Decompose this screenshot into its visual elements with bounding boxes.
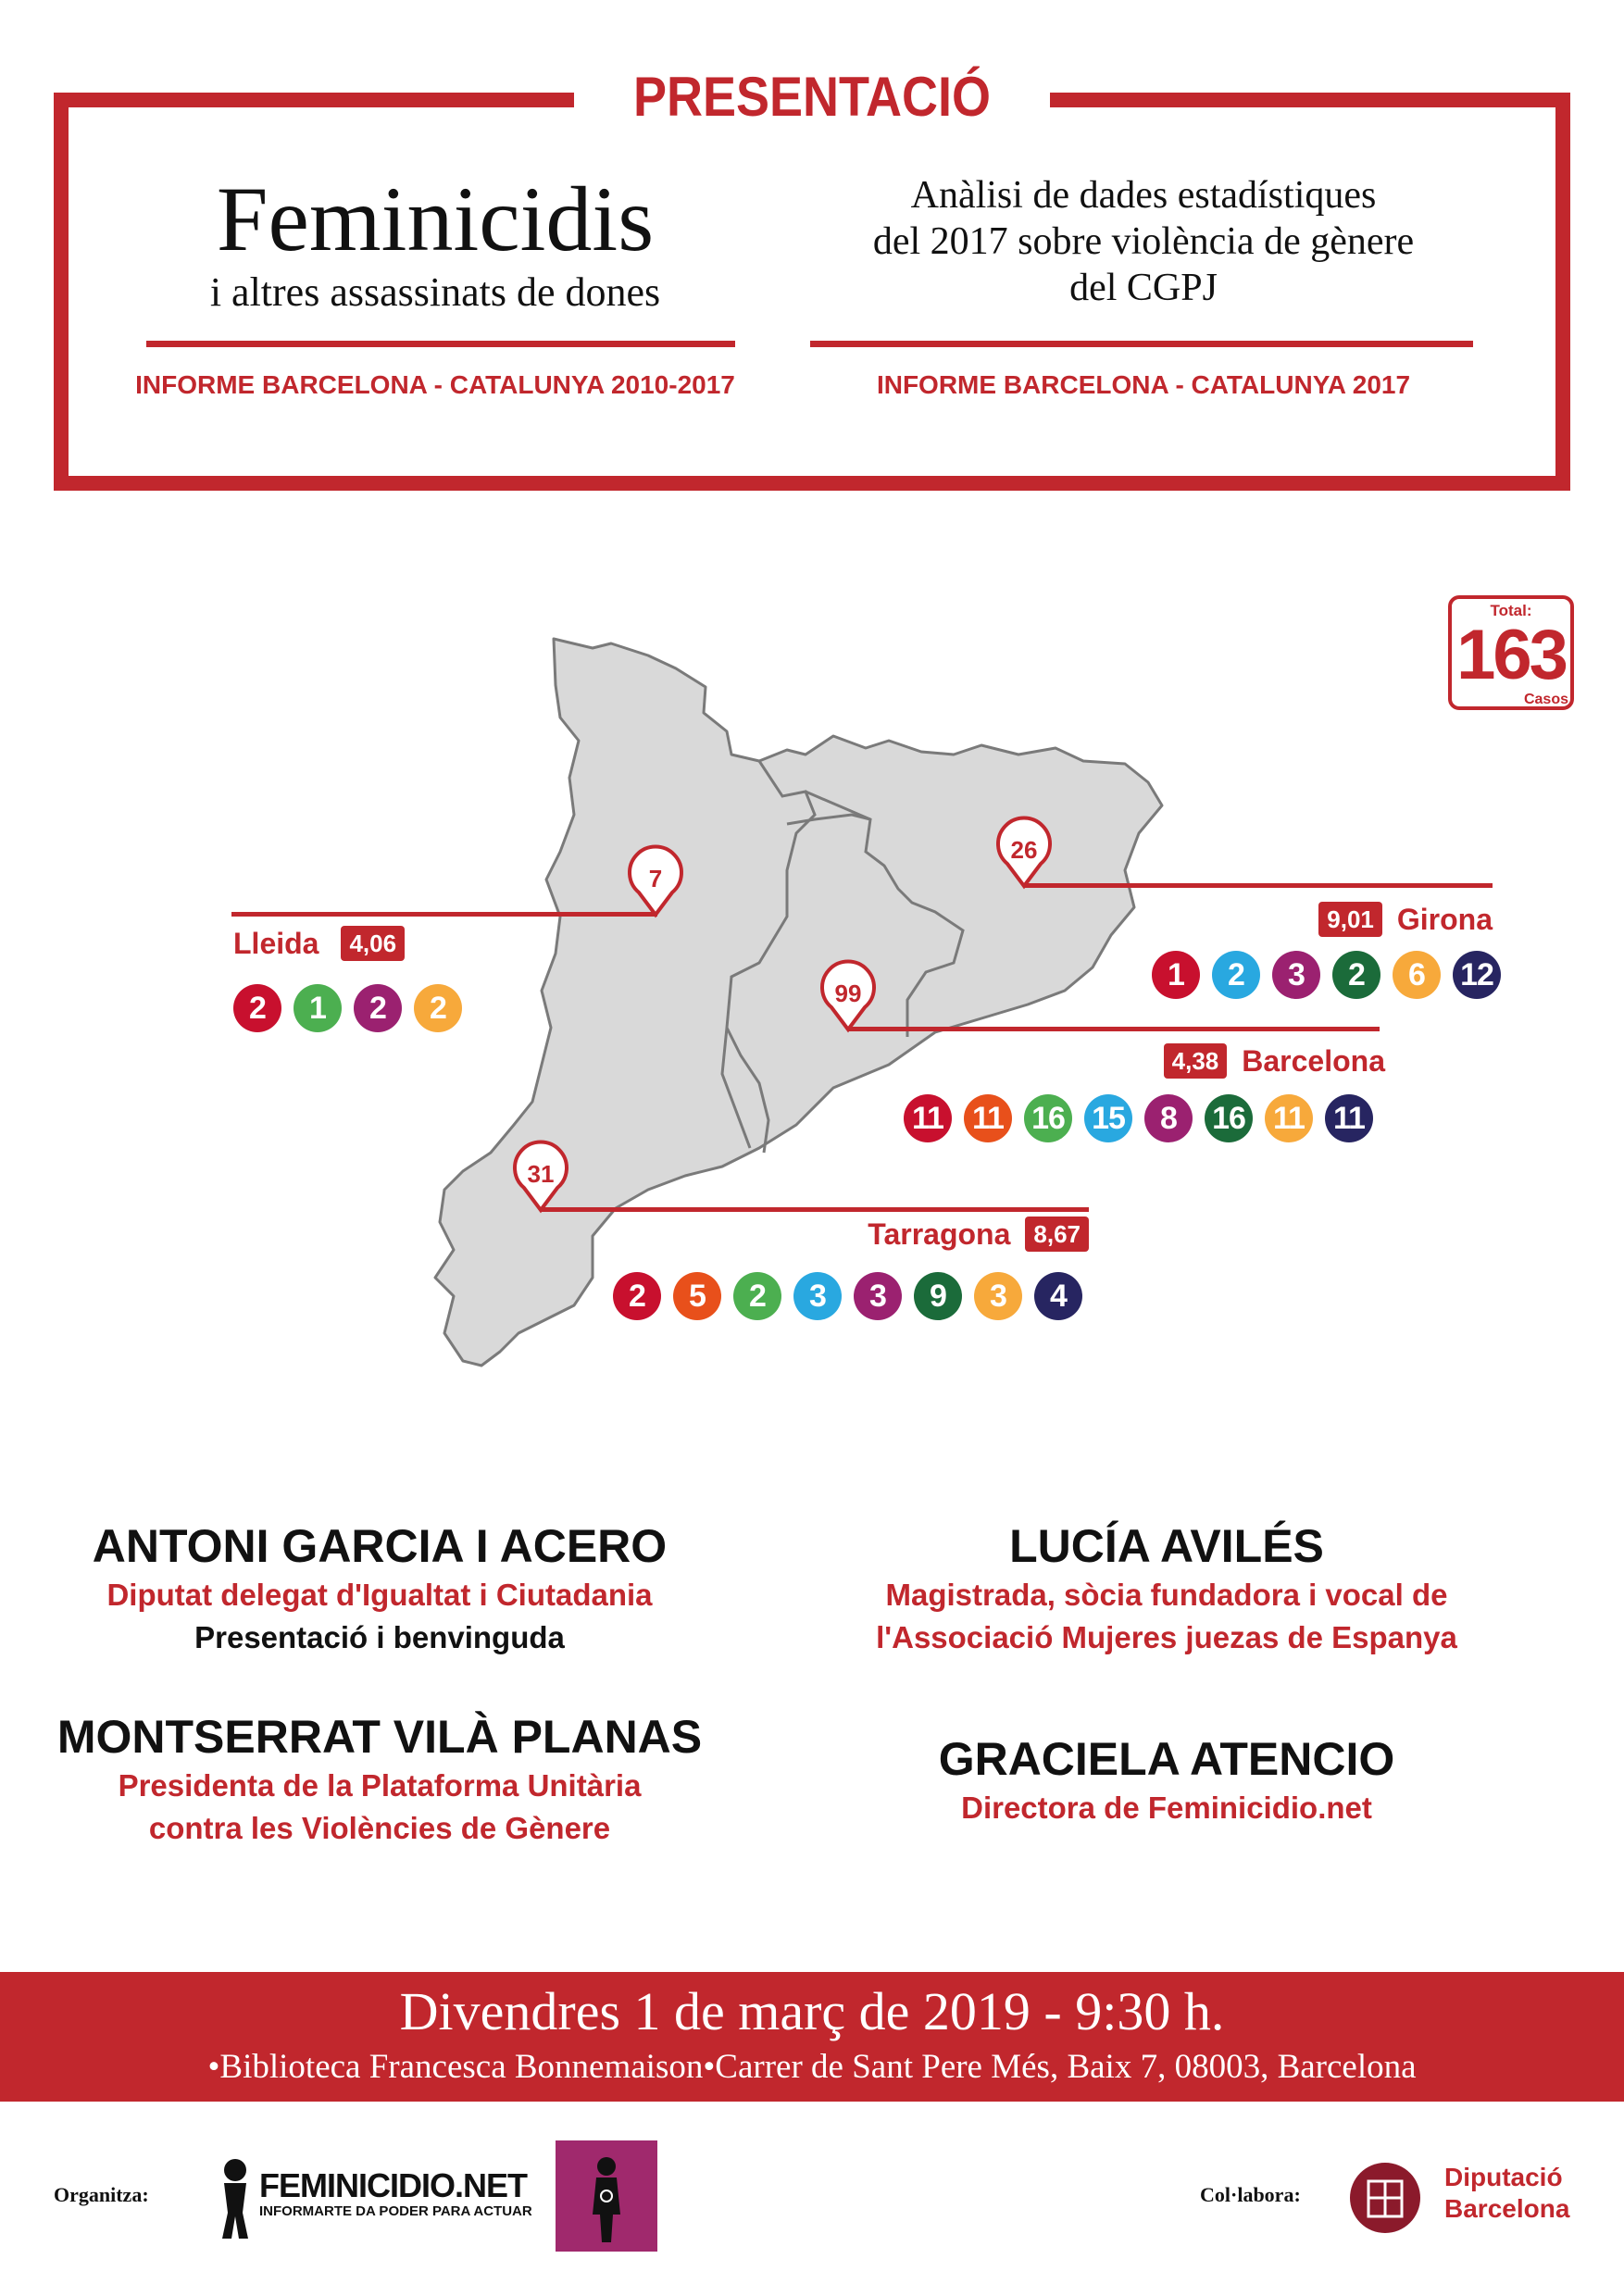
speaker-role: l'Associació Mujeres juezas de Espanya bbox=[876, 1620, 1457, 1654]
pin-tarragona-count: 31 bbox=[527, 1160, 555, 1188]
speaker-name: LUCÍA AVILÉS bbox=[1009, 1520, 1324, 1572]
lleida-header bbox=[233, 926, 405, 961]
analysis-line: del 2017 sobre violència de gènere bbox=[872, 220, 1415, 263]
header-label: PRESENTACIÓ bbox=[632, 66, 992, 128]
girona-rate: 9,01 bbox=[1318, 902, 1382, 937]
girona-cases bbox=[1152, 951, 1501, 999]
barcelona-case-circle: 16 bbox=[1205, 1094, 1253, 1142]
diputacio-shield-icon bbox=[1348, 2161, 1422, 2235]
speaker-note: Presentació i benvinguda bbox=[194, 1620, 565, 1654]
tarragona-case-circle: 3 bbox=[854, 1272, 902, 1320]
tarragona-case-circle: 3 bbox=[793, 1272, 842, 1320]
tarragona-case-circle: 2 bbox=[613, 1272, 661, 1320]
lleida-case-circle: 2 bbox=[233, 984, 281, 1032]
leader-line-girona bbox=[1024, 883, 1493, 888]
girona-case-circle: 2 bbox=[1212, 951, 1260, 999]
tarragona-case-circle: 4 bbox=[1034, 1272, 1082, 1320]
speaker-role: Presidenta de la Plataforma Unitària bbox=[118, 1768, 642, 1803]
leader-line-tarragona bbox=[541, 1207, 1089, 1212]
girona-case-circle: 2 bbox=[1332, 951, 1380, 999]
barcelona-case-circle: 15 bbox=[1084, 1094, 1132, 1142]
barcelona-name: Barcelona bbox=[1242, 1043, 1385, 1078]
girona-case-circle: 6 bbox=[1393, 951, 1441, 999]
barcelona-case-circle: 16 bbox=[1024, 1094, 1072, 1142]
total-label: Total: bbox=[1490, 602, 1532, 619]
barcelona-cases bbox=[904, 1094, 1373, 1142]
speaker-vila bbox=[46, 1709, 713, 1850]
speaker-role: Magistrada, sòcia fundadora i vocal de bbox=[885, 1578, 1448, 1612]
analysis-line: del CGPJ bbox=[1069, 267, 1218, 309]
barcelona-rate: 4,38 bbox=[1164, 1043, 1228, 1079]
book-title: Feminicidis bbox=[216, 168, 655, 270]
barcelona-header bbox=[1111, 1043, 1385, 1079]
collaborator-logo-line: Barcelona bbox=[1444, 2194, 1570, 2223]
pin-girona-count: 26 bbox=[1010, 836, 1038, 864]
girona-case-circle: 1 bbox=[1152, 951, 1200, 999]
lleida-case-circle: 1 bbox=[294, 984, 342, 1032]
girona-header bbox=[1204, 902, 1493, 937]
barcelona-case-circle: 8 bbox=[1144, 1094, 1193, 1142]
speaker-name: MONTSERRAT VILÀ PLANAS bbox=[56, 1711, 703, 1763]
lleida-case-circle: 2 bbox=[414, 984, 462, 1032]
organizer-tagline: INFORMARTE DA PODER PARA ACTUAR bbox=[259, 2203, 532, 2219]
leader-line-barcelona bbox=[848, 1027, 1380, 1031]
book-subtitle: i altres assassinats de dones bbox=[209, 269, 661, 315]
girona-case-circle: 3 bbox=[1272, 951, 1320, 999]
tarragona-name: Tarragona bbox=[868, 1217, 1011, 1251]
speaker-atencio bbox=[833, 1731, 1500, 1829]
speaker-aviles bbox=[833, 1518, 1500, 1659]
organizer-label: Organitza: bbox=[54, 2183, 149, 2206]
report-right: INFORME BARCELONA - CATALUNYA 2017 bbox=[876, 370, 1411, 399]
collaborator-label: Col·labora: bbox=[1200, 2183, 1301, 2206]
barcelona-case-circle: 11 bbox=[904, 1094, 952, 1142]
girona-name: Girona bbox=[1396, 902, 1493, 936]
total-value: 163 bbox=[1456, 616, 1566, 694]
lleida-name: Lleida bbox=[233, 926, 319, 960]
organizer-logo: FEMINICIDIO.NET bbox=[259, 2166, 527, 2204]
speaker-garcia bbox=[46, 1518, 713, 1659]
woman-silhouette-icon bbox=[556, 2140, 657, 2252]
lleida-rate: 4,06 bbox=[341, 926, 405, 961]
tarragona-case-circle: 9 bbox=[914, 1272, 962, 1320]
organizer-figure-icon bbox=[215, 2157, 256, 2240]
tarragona-rate: 8,67 bbox=[1025, 1217, 1089, 1252]
speaker-name: ANTONI GARCIA I ACERO bbox=[92, 1520, 668, 1572]
tarragona-case-circle: 2 bbox=[733, 1272, 781, 1320]
barcelona-case-circle: 11 bbox=[1325, 1094, 1373, 1142]
event-date: Divendres 1 de març de 2019 - 9:30 h. bbox=[399, 1981, 1225, 2041]
barcelona-case-circle: 11 bbox=[1265, 1094, 1313, 1142]
barcelona-case-circle: 11 bbox=[964, 1094, 1012, 1142]
collaborator-logo-line: Diputació bbox=[1444, 2163, 1563, 2191]
tarragona-case-circle: 5 bbox=[673, 1272, 721, 1320]
report-left: INFORME BARCELONA - CATALUNYA 2010-2017 bbox=[135, 370, 735, 399]
event-venue: •Biblioteca Francesca Bonnemaison•Carrer de Sant Pere Més, Baix 7, 08003, Barcelona bbox=[207, 2048, 1417, 2086]
tarragona-cases bbox=[613, 1272, 1082, 1320]
catalonia-outline bbox=[435, 639, 1162, 1366]
tarragona-header bbox=[796, 1217, 1089, 1252]
lleida-case-circle: 2 bbox=[354, 984, 402, 1032]
analysis-line: Anàlisi de dades estadístiques bbox=[910, 174, 1377, 217]
pin-barcelona-count: 99 bbox=[834, 980, 862, 1007]
girona-case-circle: 12 bbox=[1453, 951, 1501, 999]
total-unit: Casos bbox=[1523, 692, 1568, 707]
speaker-role: contra les Violències de Gènere bbox=[148, 1811, 611, 1845]
lleida-cases bbox=[233, 984, 462, 1032]
speaker-role: Directora de Feminicidio.net bbox=[961, 1791, 1372, 1825]
partner-logo bbox=[556, 2140, 657, 2252]
leader-line-lleida bbox=[231, 912, 657, 917]
pin-lleida-count: 7 bbox=[648, 865, 663, 892]
tarragona-case-circle: 3 bbox=[974, 1272, 1022, 1320]
speaker-role: Diputat delegat d'Igualtat i Ciutadania bbox=[106, 1578, 653, 1612]
speaker-name: GRACIELA ATENCIO bbox=[938, 1733, 1395, 1785]
